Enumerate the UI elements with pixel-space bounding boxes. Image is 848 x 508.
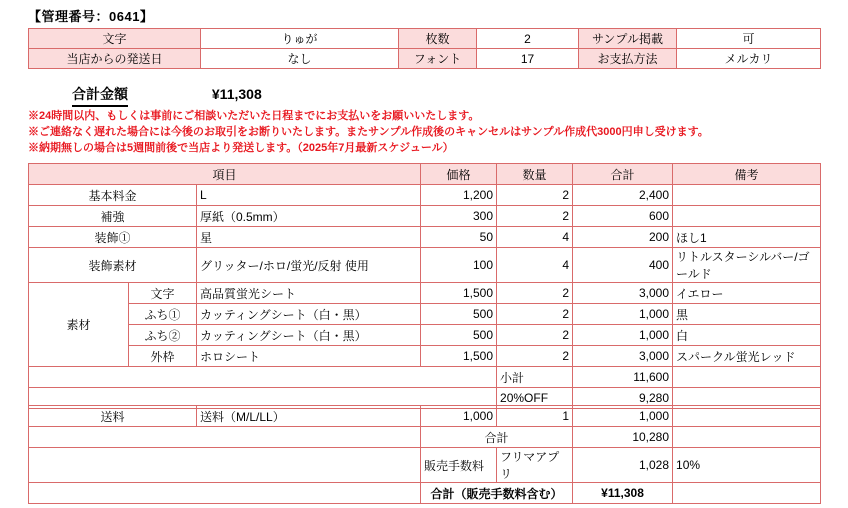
spacer-cell xyxy=(29,367,497,388)
row-qty: 2 xyxy=(497,185,573,206)
grand-total-note xyxy=(673,483,821,504)
subtotal-value: 11,600 xyxy=(573,367,673,388)
total-row xyxy=(29,427,821,448)
info-label-payment: お支払方法 xyxy=(579,49,677,69)
row-sum: 1,000 xyxy=(573,304,673,325)
col-header-price: 価格 xyxy=(421,164,497,185)
fee-note: 10% xyxy=(673,448,821,483)
row-subcategory: 外枠 xyxy=(129,346,197,367)
table-row xyxy=(29,406,821,427)
table-row xyxy=(29,304,821,325)
row-category: 装飾① xyxy=(29,227,197,248)
notes-block xyxy=(28,108,828,156)
total-amount-line xyxy=(72,84,262,107)
shipping-item: 送料（M/L/LL） xyxy=(197,406,421,427)
table-row xyxy=(29,206,821,227)
row-note: イエロー xyxy=(673,283,821,304)
row-qty: 2 xyxy=(497,304,573,325)
fee-value: 1,028 xyxy=(573,448,673,483)
row-qty: 2 xyxy=(497,283,573,304)
subtotal-row xyxy=(29,367,821,388)
info-value-shipdate: なし xyxy=(201,49,399,69)
info-label-font: フォント xyxy=(399,49,477,69)
row-sum: 200 xyxy=(573,227,673,248)
shipping-sum: 1,000 xyxy=(573,406,673,427)
subtotal-label: 小計 xyxy=(497,367,573,388)
row-item: 高品質蛍光シート xyxy=(197,283,421,304)
note-line: ※納期無しの場合は5週間前後で当店より発送します。（2025年7月最新スケジュール） xyxy=(28,142,454,154)
spacer-cell xyxy=(29,427,421,448)
row-item: L xyxy=(197,185,421,206)
row-subcategory: ふち① xyxy=(129,304,197,325)
note-line: ※ご連絡なく遅れた場合には今後のお取引をお断りいたします。またサンプル作成後のキャンセルはサンプル作成代3000円申し受けます。 xyxy=(28,126,709,138)
row-subcategory: 文字 xyxy=(129,283,197,304)
row-qty: 4 xyxy=(497,248,573,283)
spacer-cell xyxy=(29,448,421,483)
row-category: 補強 xyxy=(29,206,197,227)
fee-row xyxy=(29,448,821,483)
shipping-price: 1,000 xyxy=(421,406,497,427)
row-sum: 2,400 xyxy=(573,185,673,206)
row-category: 装飾素材 xyxy=(29,248,197,283)
info-label-sheets: 枚数 xyxy=(399,29,477,49)
row-note xyxy=(673,185,821,206)
table-row xyxy=(29,29,821,49)
row-item: ホロシート xyxy=(197,346,421,367)
shipping-category: 送料 xyxy=(29,406,197,427)
row-category-material: 素材 xyxy=(29,283,129,367)
info-label-shipdate: 当店からの発送日 xyxy=(29,49,201,69)
items-header-row xyxy=(29,164,821,185)
info-label-text: 文字 xyxy=(29,29,201,49)
row-note: 黒 xyxy=(673,304,821,325)
admin-number: 【管理番号：0641】 xyxy=(28,9,154,24)
row-price: 50 xyxy=(421,227,497,248)
table-row xyxy=(29,248,821,283)
discount-label: 20%OFF xyxy=(497,388,573,409)
row-price: 500 xyxy=(421,304,497,325)
row-note: スパークル蛍光レッド xyxy=(673,346,821,367)
spacer-cell xyxy=(29,483,421,504)
row-price: 1,200 xyxy=(421,185,497,206)
grand-total-label: 合計（販売手数料含む） xyxy=(421,483,573,504)
row-item: 星 xyxy=(197,227,421,248)
col-header-qty: 数量 xyxy=(497,164,573,185)
shipping-summary-table xyxy=(28,405,821,504)
row-price: 1,500 xyxy=(421,283,497,304)
row-price: 100 xyxy=(421,248,497,283)
items-table xyxy=(28,163,821,409)
row-qty: 4 xyxy=(497,227,573,248)
row-note: リトルスターシルバー/ゴールド xyxy=(673,248,821,283)
row-sum: 600 xyxy=(573,206,673,227)
fee-method: フリマアプリ xyxy=(497,448,573,483)
col-header-note: 備考 xyxy=(673,164,821,185)
total-amount-value: ¥11,308 xyxy=(211,86,262,102)
table-row xyxy=(29,227,821,248)
subtotal-note xyxy=(673,367,821,388)
col-header-sum: 合計 xyxy=(573,164,673,185)
grand-total-value: ¥11,308 xyxy=(573,483,673,504)
discount-value: 9,280 xyxy=(573,388,673,409)
table-row xyxy=(29,49,821,69)
row-category: 基本料金 xyxy=(29,185,197,206)
row-qty: 2 xyxy=(497,206,573,227)
fee-label: 販売手数料 xyxy=(421,448,497,483)
col-header-item: 項目 xyxy=(29,164,421,185)
row-item: グリッター/ホロ/蛍光/反射 使用 xyxy=(197,248,421,283)
info-value-font: 17 xyxy=(477,49,579,69)
row-sum: 3,000 xyxy=(573,283,673,304)
row-note: 白 xyxy=(673,325,821,346)
row-price: 1,500 xyxy=(421,346,497,367)
table-row xyxy=(29,346,821,367)
note-line: ※24時間以内、もしくは事前にご相談いただいた日程までにお支払いをお願いいたします。 xyxy=(28,110,480,122)
subtotal-total-label: 合計 xyxy=(421,427,573,448)
shipping-note xyxy=(673,406,821,427)
info-value-sample: 可 xyxy=(677,29,821,49)
row-sum: 1,000 xyxy=(573,325,673,346)
info-value-sheets: 2 xyxy=(477,29,579,49)
row-qty: 2 xyxy=(497,325,573,346)
table-row xyxy=(29,283,821,304)
info-value-payment: メルカリ xyxy=(677,49,821,69)
row-item: カッティングシート（白・黒） xyxy=(197,304,421,325)
subtotal-total-value: 10,280 xyxy=(573,427,673,448)
row-price: 500 xyxy=(421,325,497,346)
row-subcategory: ふち② xyxy=(129,325,197,346)
total-amount-label: 合計金額 xyxy=(72,84,128,107)
row-sum: 400 xyxy=(573,248,673,283)
grand-total-row xyxy=(29,483,821,504)
row-price: 300 xyxy=(421,206,497,227)
info-value-text: りゅが xyxy=(201,29,399,49)
subtotal-total-note xyxy=(673,427,821,448)
table-row xyxy=(29,325,821,346)
row-qty: 2 xyxy=(497,346,573,367)
table-row xyxy=(29,185,821,206)
row-note: ほし1 xyxy=(673,227,821,248)
row-item: 厚紙（0.5mm） xyxy=(197,206,421,227)
shipping-qty: 1 xyxy=(497,406,573,427)
row-sum: 3,000 xyxy=(573,346,673,367)
info-label-sample: サンプル掲載 xyxy=(579,29,677,49)
order-info-table xyxy=(28,28,821,69)
row-note xyxy=(673,206,821,227)
row-item: カッティングシート（白・黒） xyxy=(197,325,421,346)
